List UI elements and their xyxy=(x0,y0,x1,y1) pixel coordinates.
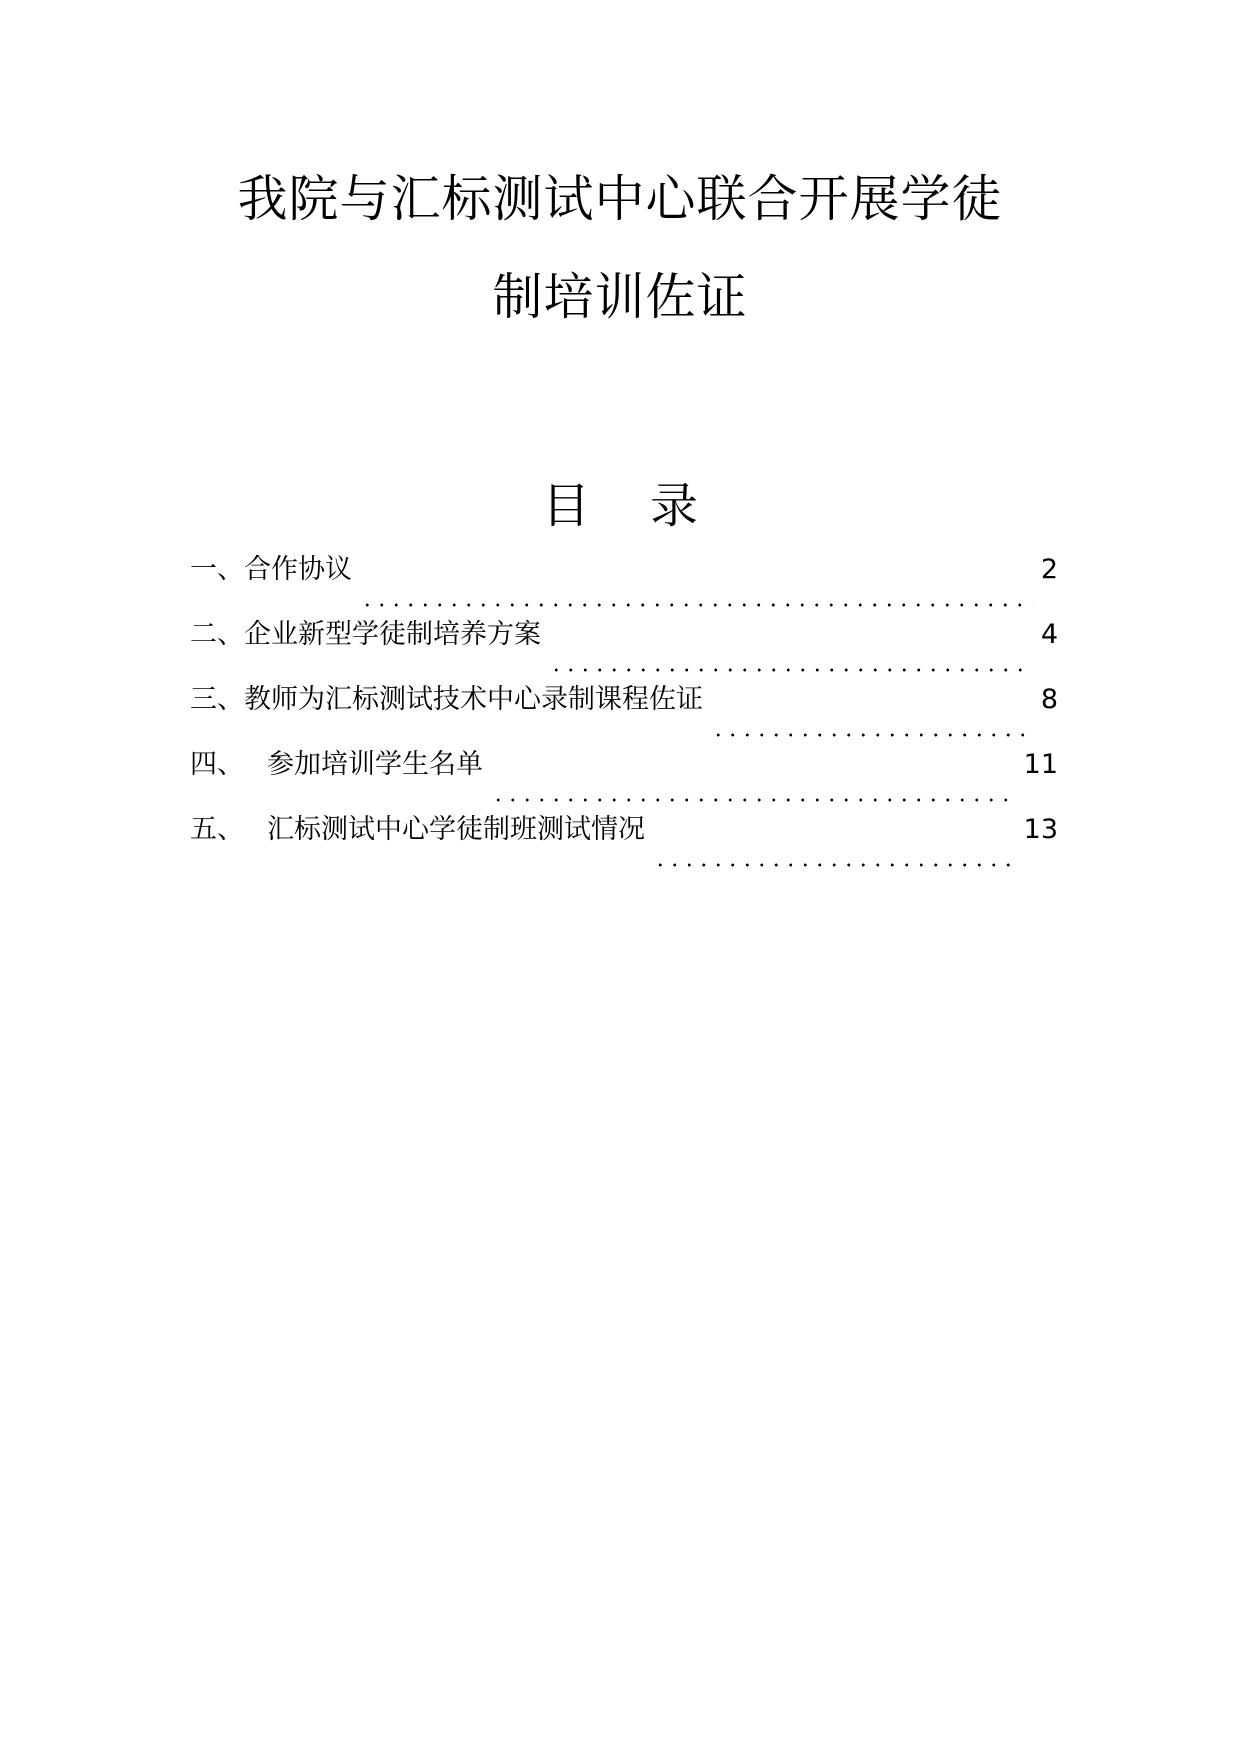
toc-entry-page: 11 xyxy=(1023,749,1058,780)
toc-entry-3[interactable] xyxy=(190,682,1058,747)
toc-entry-label: 参加培训学生名单 xyxy=(267,749,483,780)
toc-entry-page: 13 xyxy=(1023,814,1058,845)
toc-list xyxy=(190,552,1058,877)
toc-entry-label: 汇标测试中心学徒制班测试情况 xyxy=(267,814,645,845)
toc-dot-leader xyxy=(711,718,1033,738)
toc-entry-page: 2 xyxy=(1040,554,1058,585)
toc-dot-leader xyxy=(360,588,1033,608)
toc-dot-leader xyxy=(549,653,1033,673)
toc-entry-label: 教师为汇标测试技术中心录制课程佐证 xyxy=(244,684,703,715)
toc-heading-part-2: 录 xyxy=(650,478,699,534)
toc-entry-label: 企业新型学徒制培养方案 xyxy=(244,619,541,650)
toc-heading-part-1: 目 xyxy=(541,478,590,534)
toc-entry-number: 四、 xyxy=(190,749,244,780)
toc-entry-1[interactable] xyxy=(190,552,1058,617)
toc-entry-2[interactable] xyxy=(190,617,1058,682)
document-title-line-2: 制培训佐证 xyxy=(492,268,748,326)
toc-entry-page: 4 xyxy=(1040,619,1058,650)
toc-dot-leader xyxy=(653,848,1016,868)
toc-entry-4[interactable] xyxy=(190,747,1058,812)
document-title-line-1: 我院与汇标测试中心联合开展学徒 xyxy=(237,170,1003,228)
toc-entry-number: 一、 xyxy=(190,554,244,585)
toc-dot-leader xyxy=(491,783,1016,803)
toc-entry-page: 8 xyxy=(1040,684,1058,715)
toc-entry-label: 合作协议 xyxy=(244,554,352,585)
toc-entry-5[interactable] xyxy=(190,812,1058,877)
toc-heading xyxy=(0,478,1240,534)
toc-entry-number: 二、 xyxy=(190,619,244,650)
toc-entry-number: 三、 xyxy=(190,684,244,715)
toc-entry-number: 五、 xyxy=(190,814,244,845)
